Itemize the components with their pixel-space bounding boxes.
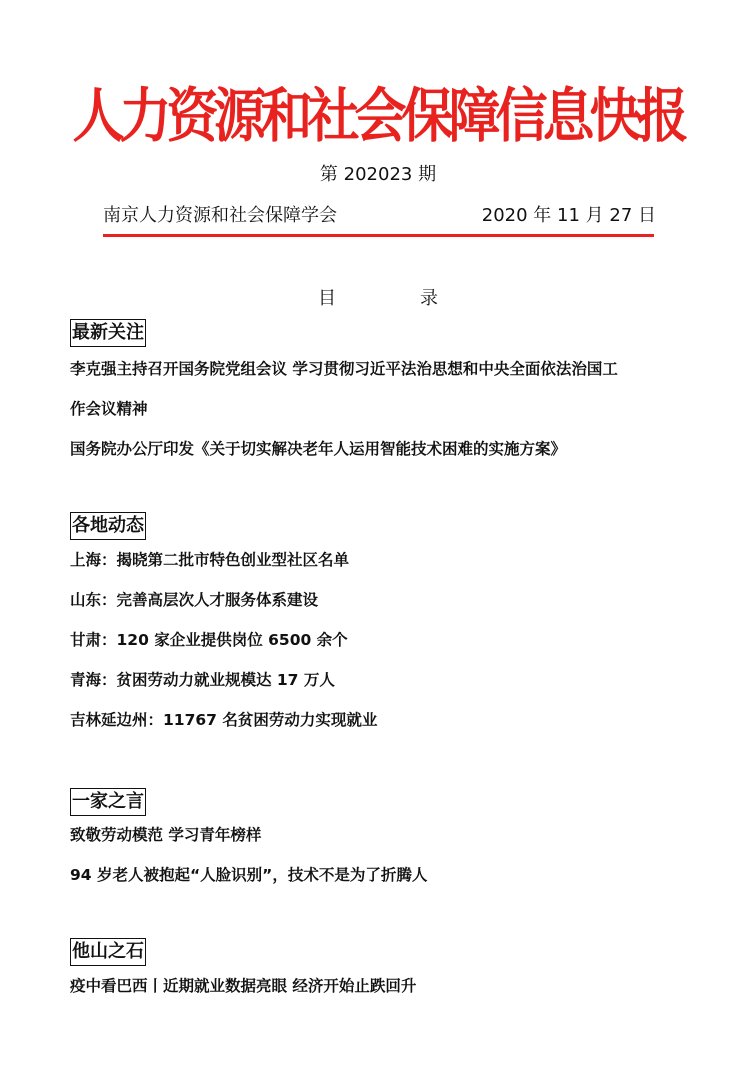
toc-item[interactable]: 李克强主持召开国务院党组会议 学习贯彻习近平法治思想和中央全面依法治国工 bbox=[70, 360, 618, 378]
toc-item[interactable]: 94 岁老人被抱起“人脸识别”，技术不是为了折腾人 bbox=[70, 866, 428, 884]
toc-title bbox=[0, 286, 756, 312]
header-rule bbox=[103, 234, 654, 237]
toc-item[interactable]: 山东：完善高层次人才服务体系建设 bbox=[70, 591, 319, 609]
section-heading: 一家之言 bbox=[70, 788, 146, 816]
section-heading: 各地动态 bbox=[70, 512, 146, 540]
toc-item[interactable]: 作会议精神 bbox=[70, 400, 148, 418]
toc-item[interactable]: 国务院办公厅印发《关于切实解决老年人运用智能技术困难的实施方案》 bbox=[70, 440, 567, 458]
publish-date: 2020 年 11 月 27 日 bbox=[481, 205, 656, 226]
masthead-title: 人力资源和社会保障信息快报 bbox=[72, 82, 684, 151]
toc-title-left: 目 bbox=[318, 288, 336, 309]
toc-title-right: 录 bbox=[420, 288, 438, 309]
toc-item[interactable]: 上海：揭晓第二批市特色创业型社区名单 bbox=[70, 551, 350, 569]
toc-item[interactable]: 疫中看巴西丨近期就业数据亮眼 经济开始止跌回升 bbox=[70, 977, 417, 995]
section-heading: 最新关注 bbox=[70, 319, 146, 347]
publisher-name: 南京人力资源和社会保障学会 bbox=[103, 205, 337, 226]
toc-item[interactable]: 甘肃：120 家企业提供岗位 6500 余个 bbox=[70, 631, 348, 649]
toc-item[interactable]: 青海：贫困劳动力就业规模达 17 万人 bbox=[70, 671, 335, 689]
toc-item[interactable]: 致敬劳动模范 学习青年榜样 bbox=[70, 826, 262, 844]
toc-item[interactable]: 吉林延边州：11767 名贫困劳动力实现就业 bbox=[70, 711, 378, 729]
issue-number: 第 202023 期 bbox=[319, 164, 437, 185]
section-heading: 他山之石 bbox=[70, 938, 146, 966]
